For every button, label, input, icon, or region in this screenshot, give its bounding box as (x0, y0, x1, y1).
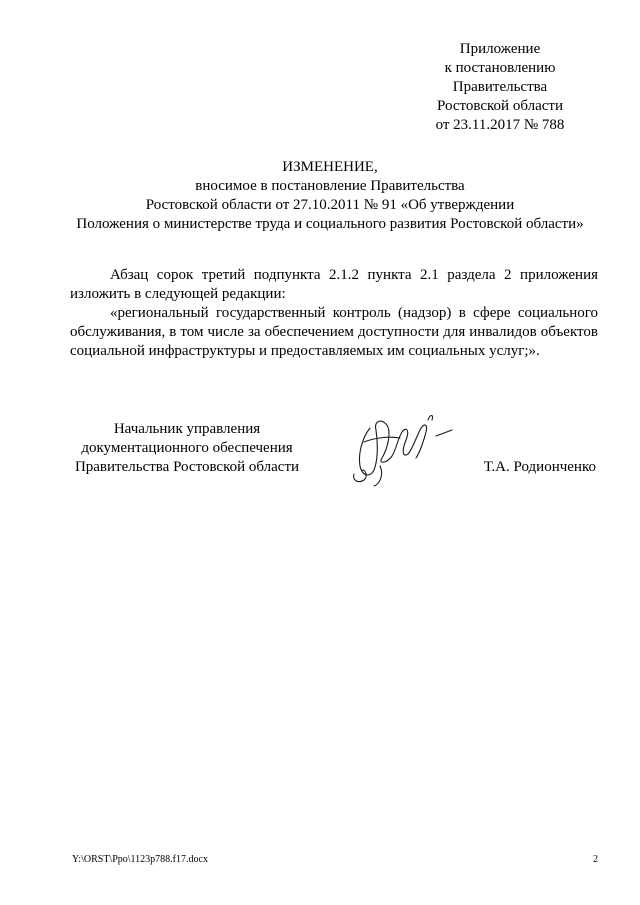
footer-file-path: Y:\ORST\Ppo\1123p788.f17.docx (72, 854, 208, 865)
appendix-line: Правительства (452, 79, 548, 95)
footer-page-number: 2 (593, 854, 598, 865)
signer-position-line: документационного обеспечения (81, 440, 293, 456)
title-heading: ИЗМЕНЕНИЕ, (282, 159, 378, 175)
appendix-line: к постановлению (444, 60, 556, 76)
appendix-line: от 23.11.2017 № 788 (435, 117, 565, 133)
appendix-line: Ростовской области (437, 98, 563, 114)
title-line: вносимое в постановление Правительства (195, 178, 465, 194)
title-line: Ростовской области от 27.10.2011 № 91 «Об утверждении (145, 197, 515, 213)
body-intro-line: изложить в следующей редакции: (70, 286, 286, 302)
title-line: Положения о министерстве труда и социального развития Ростовской области» (76, 216, 584, 232)
document-body (70, 266, 598, 361)
document-title (40, 158, 620, 234)
body-quote: «региональный государственный контроль (надзор) в сфере социального обслуживания, в том числе за обеспечением доступности для инвалидов объектов социальной инфраструктуры и предоставляемых им социальных услуг;». (70, 305, 598, 359)
signer-position-line: Начальник управления (113, 421, 261, 437)
signer-position (62, 420, 312, 477)
signer-position-line: Правительства Ростовской области (74, 459, 300, 475)
appendix-header (400, 40, 600, 135)
signer-name: Т.А. Родионченко (483, 459, 596, 475)
body-intro-line: Абзац сорок третий подпункта 2.1.2 пункта 2.1 раздела 2 приложения (110, 267, 598, 283)
appendix-line: Приложение (459, 41, 541, 57)
handwritten-signature (340, 408, 460, 492)
